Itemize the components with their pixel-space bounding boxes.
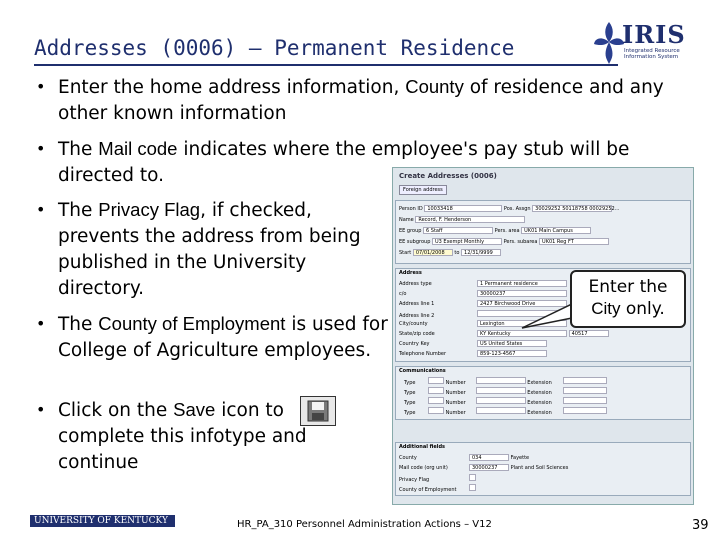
sap-title: Create Addresses (0006) — [399, 172, 497, 180]
save-icon[interactable] — [300, 396, 336, 426]
header-row: EE group 6 Staff Pers. area UK01 Main Campus — [399, 227, 591, 234]
title-rule — [34, 64, 618, 66]
sap-communications-panel — [395, 366, 691, 420]
header-row: EE subgroup U3 Exempt Monthly Pers. subarea UK01 Reg FT — [399, 238, 609, 245]
bullet-dot: • — [36, 77, 46, 96]
callout-bold: City — [591, 299, 621, 318]
bullet-dot: • — [36, 200, 46, 219]
sap-header-panel — [395, 200, 691, 264]
city-callout — [570, 270, 686, 328]
bullet-text: The — [58, 139, 99, 160]
address-row: City/county Lexington — [399, 320, 567, 327]
additional-row: County 034 Fayette — [399, 455, 530, 461]
sap-screenshot — [392, 167, 694, 505]
logo-subtitle: Integrated Resource Information System — [624, 48, 680, 60]
comm-row: Type Number Extension — [404, 377, 607, 384]
callout-text: Enter the — [588, 277, 668, 297]
address-row: State/zip code KY Kentucky 40517 — [399, 330, 609, 337]
address-row: Telephone Number 859-123-4567 — [399, 350, 547, 357]
bullet-dot: • — [36, 400, 46, 419]
logo-word: IRIS — [622, 20, 686, 49]
sap-additional-fields-panel — [395, 442, 691, 496]
address-row: Address line 2 — [399, 310, 567, 317]
additional-header: Additional fields — [399, 444, 446, 450]
address-row: Address line 1 2427 Birchwood Drive — [399, 300, 567, 307]
address-row: Country Key US United States — [399, 340, 547, 347]
iris-logo — [592, 18, 688, 68]
bullet-text: indicates where the employee's pay stub will be directed to. — [58, 139, 630, 186]
bullet-bold: Mail code — [98, 138, 178, 159]
address-header: Address — [399, 270, 422, 276]
address-row: c/o 30000237 — [399, 290, 567, 297]
bullet-bold: County — [405, 76, 464, 97]
comm-row: Type Number Extension — [404, 407, 607, 414]
bullet-dot: • — [36, 314, 46, 333]
comm-row: Type Number Extension — [404, 387, 607, 394]
bullet-dot: • — [36, 139, 46, 158]
iris-flower-icon — [592, 18, 626, 66]
bullet-text: , if checked, prevents the address from being published in the University directory. — [58, 200, 361, 299]
additional-row: Mail code (org unit) 30000237 Plant and Soil Sciences — [399, 465, 569, 471]
comm-row: Type Number Extension — [404, 397, 607, 404]
bullet-text: is used for College of Agriculture employees. — [58, 314, 388, 361]
foreign-address-button[interactable]: Foreign address — [399, 185, 447, 195]
slide-title: Addresses (0006) – Permanent Residence — [34, 36, 515, 60]
callout-text: only. — [620, 299, 665, 319]
address-row: Address type 1 Permanent residence — [399, 280, 567, 287]
additional-row: Privacy Flag — [399, 474, 476, 481]
footer-text: HR_PA_310 Personnel Administration Actions – V12 — [237, 519, 492, 530]
bullet-text: of residence and any other known information — [58, 77, 664, 124]
bullet-bold: Privacy Flag — [98, 199, 201, 220]
header-row: Person ID 10033418 Pos. Assgn 30029252 50118758 00029252... — [399, 206, 620, 212]
bullet-bold: Save — [173, 399, 216, 420]
floppy-disk-icon — [307, 400, 329, 422]
bullet-3 — [36, 197, 383, 302]
comm-header: Communications — [399, 368, 446, 374]
header-row: Start 07/01/2008 to 12/31/9999 — [399, 249, 501, 256]
additional-row: County of Employment — [399, 484, 476, 491]
header-row: Name Record, F. Henderson — [399, 216, 525, 223]
bullet-bold: County of Employment — [98, 313, 286, 334]
uk-logo: UNIVERSITY OF KENTUCKY — [30, 515, 175, 527]
bullet-text: icon to complete this infotype and continue — [58, 400, 307, 473]
bullet-text: The — [58, 314, 99, 335]
bullet-text: Click on the — [58, 400, 174, 421]
bullet-1 — [36, 74, 698, 127]
bullet-4 — [36, 311, 388, 364]
bullet-text: The — [58, 200, 99, 221]
bullet-text: Enter the home address information, — [58, 77, 406, 98]
page-number: 39 — [692, 518, 709, 533]
